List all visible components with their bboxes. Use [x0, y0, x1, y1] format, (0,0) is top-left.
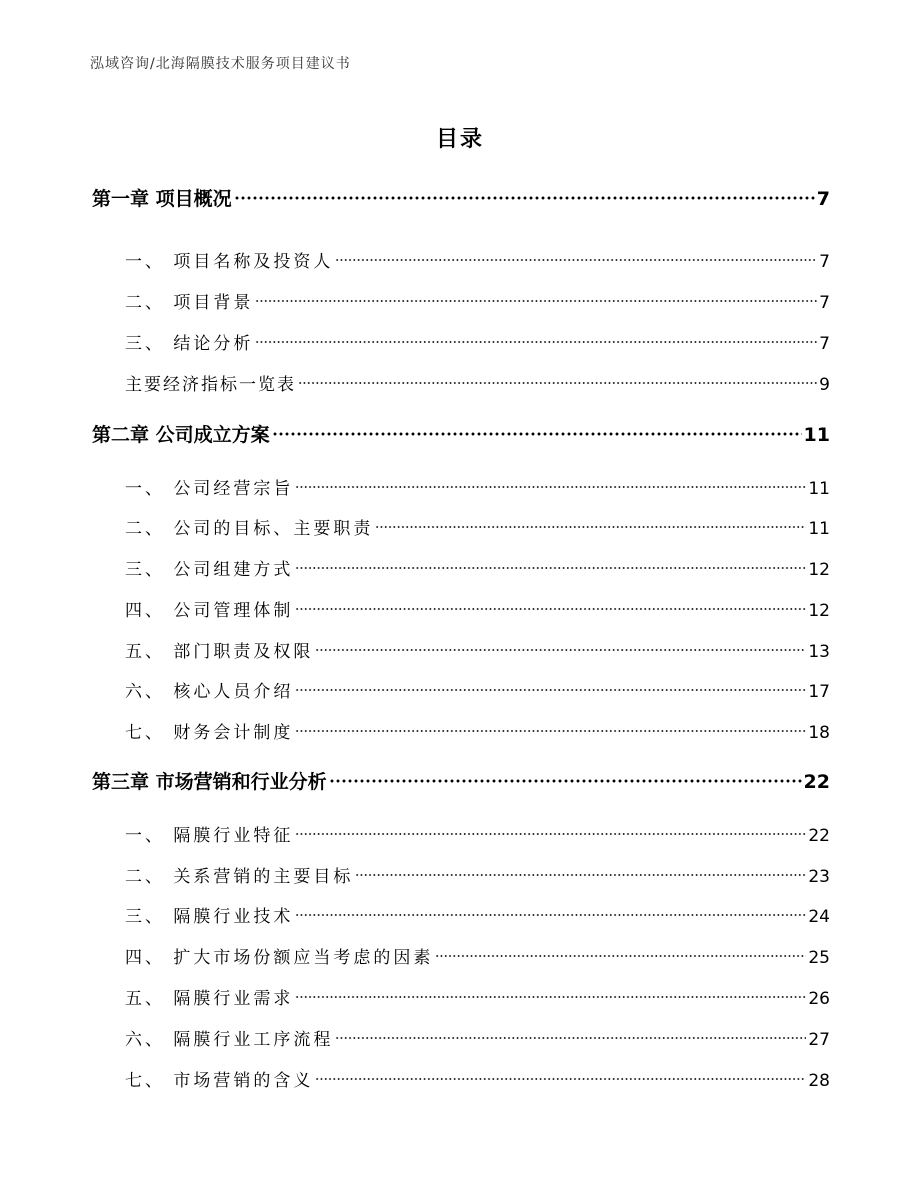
toc-section[interactable]	[125, 288, 830, 313]
toc-section[interactable]	[125, 1025, 830, 1050]
toc-page-number: 22	[803, 771, 830, 793]
toc-section-label: 二、 关系营销的主要目标	[125, 867, 354, 887]
toc-section-label: 二、 项目背景	[125, 293, 254, 313]
toc-section[interactable]	[125, 596, 830, 621]
toc-page-number: 7	[819, 334, 830, 354]
toc-section-label: 五、 隔膜行业需求	[125, 989, 294, 1009]
toc-page-number: 7	[816, 188, 830, 210]
dot-leader	[335, 257, 817, 263]
toc-section[interactable]	[125, 821, 830, 846]
dot-leader	[255, 339, 817, 345]
toc-page-number: 17	[808, 682, 830, 702]
toc-page-number: 11	[803, 424, 830, 446]
dot-leader	[255, 298, 817, 304]
toc-section-label: 四、 公司管理体制	[125, 601, 294, 621]
dot-leader	[435, 953, 806, 959]
dot-leader	[272, 431, 802, 437]
dot-leader	[295, 831, 806, 837]
toc-chapter-label: 第一章 项目概况	[92, 188, 232, 210]
toc-section-label: 三、 隔膜行业技术	[125, 907, 294, 927]
toc-section-label: 一、 公司经营宗旨	[125, 479, 294, 499]
toc-section[interactable]	[125, 984, 830, 1009]
toc-page-number: 9	[819, 375, 830, 395]
toc-section[interactable]	[125, 474, 830, 499]
toc-section[interactable]	[125, 677, 830, 702]
toc-section-label: 七、 财务会计制度	[125, 723, 294, 743]
toc-page-number: 26	[808, 989, 830, 1009]
toc-section[interactable]	[125, 329, 830, 354]
toc-section-label: 一、 隔膜行业特征	[125, 826, 294, 846]
toc-section-label: 三、 公司组建方式	[125, 560, 294, 580]
toc-section-label: 三、 结论分析	[125, 334, 254, 354]
dot-leader	[315, 647, 806, 653]
toc-chapter-1[interactable]	[92, 184, 830, 211]
toc-page-number: 27	[808, 1030, 830, 1050]
toc-section-label: 一、 项目名称及投资人	[125, 252, 334, 272]
dot-leader	[295, 687, 806, 693]
toc-section-label: 二、 公司的目标、主要职责	[125, 519, 374, 539]
toc-section-label: 七、 市场营销的含义	[125, 1071, 314, 1091]
toc-section[interactable]	[125, 637, 830, 662]
dot-leader	[295, 912, 806, 918]
toc-section[interactable]	[125, 555, 830, 580]
toc-page-number: 18	[808, 723, 830, 743]
toc-page-number: 11	[808, 479, 830, 499]
toc-chapter-label: 第二章 公司成立方案	[92, 424, 270, 446]
toc-section[interactable]	[125, 514, 830, 539]
toc-section-label: 六、 隔膜行业工序流程	[125, 1030, 334, 1050]
dot-leader	[315, 1076, 806, 1082]
dot-leader	[375, 524, 806, 530]
dot-leader	[355, 872, 806, 878]
toc-page-number: 11	[808, 519, 830, 539]
toc-section[interactable]	[125, 943, 830, 968]
dot-leader	[234, 195, 815, 201]
dot-leader	[298, 380, 817, 386]
toc-title: 目录	[435, 127, 484, 152]
dot-leader	[295, 728, 806, 734]
dot-leader	[295, 606, 806, 612]
toc-chapter-3[interactable]	[92, 767, 830, 794]
toc-section[interactable]	[125, 1066, 830, 1091]
toc-section[interactable]	[125, 718, 830, 743]
toc-section-label: 六、 核心人员介绍	[125, 682, 294, 702]
running-header: 泓域咨询/北海隔膜技术服务项目建议书	[90, 56, 351, 72]
toc-page-number: 23	[808, 867, 830, 887]
toc-section-label: 主要经济指标一览表	[125, 375, 296, 395]
toc-page-number: 28	[808, 1071, 830, 1091]
toc-page-number: 7	[819, 252, 830, 272]
toc-page-number: 24	[808, 907, 830, 927]
toc-page-number: 25	[808, 948, 830, 968]
toc-section-label: 四、 扩大市场份额应当考虑的因素	[125, 948, 434, 968]
toc-page-number: 13	[808, 642, 830, 662]
toc-page-number: 12	[808, 601, 830, 621]
toc-section[interactable]	[125, 247, 830, 272]
toc-section-label: 五、 部门职责及权限	[125, 642, 314, 662]
toc-page-number: 22	[808, 826, 830, 846]
dot-leader	[295, 484, 806, 490]
toc-page-number: 12	[808, 560, 830, 580]
toc-section[interactable]	[125, 862, 830, 887]
toc-chapter-2[interactable]	[92, 420, 830, 447]
toc-chapter-label: 第三章 市场营销和行业分析	[92, 771, 327, 793]
toc-section[interactable]	[125, 370, 830, 395]
dot-leader	[335, 1035, 806, 1041]
dot-leader	[295, 565, 806, 571]
dot-leader	[295, 994, 806, 1000]
toc-page-number: 7	[819, 293, 830, 313]
dot-leader	[329, 778, 802, 784]
toc-section[interactable]	[125, 902, 830, 927]
